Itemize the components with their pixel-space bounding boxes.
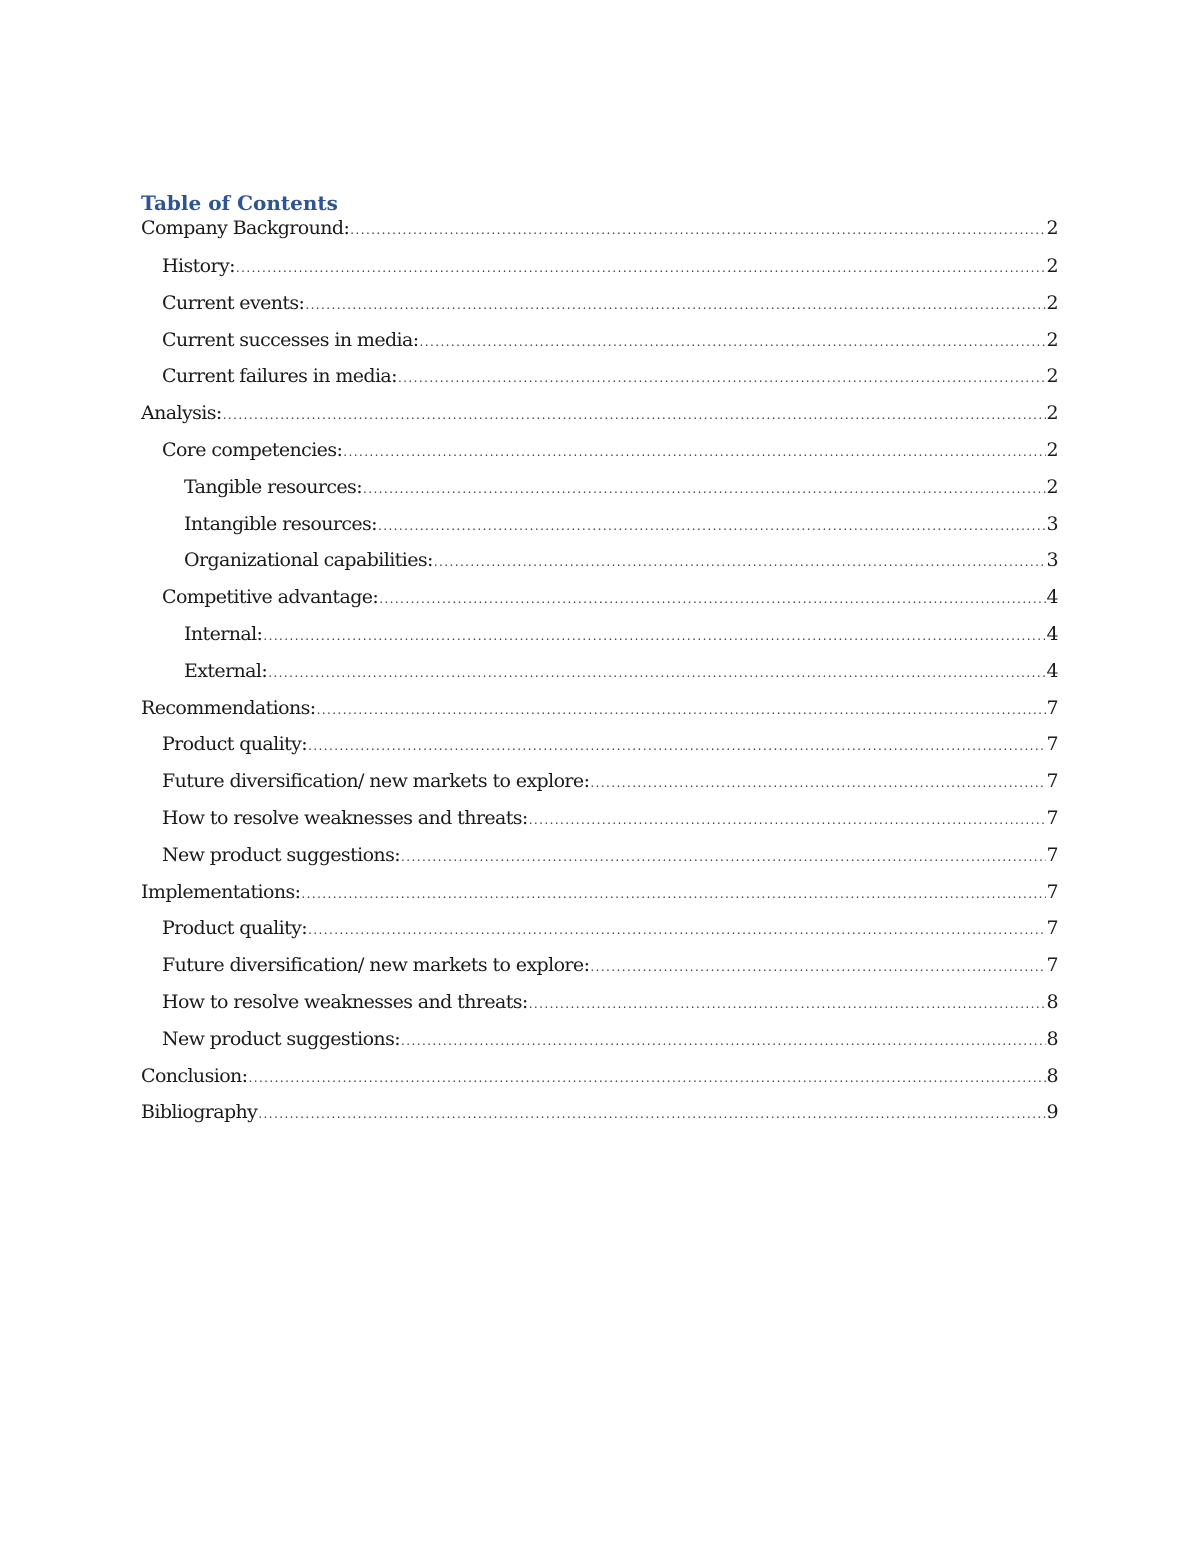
toc-entry-page-number: 4 [1046,622,1058,645]
toc-entry[interactable] [141,837,1058,874]
toc-dot-leader [401,839,1045,876]
toc-entry-page-number: 7 [1046,806,1058,829]
toc-dot-leader [350,219,1045,241]
toc-entry-label: Future diversification/ new markets to explore: [162,770,590,793]
toc-entry-page-number: 7 [1046,954,1058,977]
toc-entry[interactable] [141,726,1058,763]
toc-entry-page-number: 3 [1046,512,1058,535]
toc-entry[interactable] [141,432,1058,469]
toc-entry-label: Product quality: [162,917,308,940]
toc-entry-label: Current events: [162,291,305,314]
toc-entry-label: Competitive advantage: [162,586,379,609]
toc-entry[interactable] [141,506,1058,543]
toc-entry[interactable] [141,285,1058,322]
toc-entry-label: How to resolve weaknesses and threats: [162,990,528,1013]
toc-dot-leader [363,471,1046,508]
toc-entry[interactable] [141,469,1058,506]
toc-entry-page-number: 2 [1046,475,1058,498]
toc-entry-label: Recommendations: [141,696,316,719]
toc-entry[interactable] [141,542,1058,579]
toc-entry-page-number: 4 [1046,586,1058,609]
toc-entry[interactable] [141,358,1058,395]
toc-dot-leader [434,544,1046,581]
toc-entry-page-number: 8 [1046,1027,1058,1050]
toc-dot-leader [590,949,1045,986]
toc-entry-page-number: 7 [1046,770,1058,793]
toc-dot-leader [223,397,1046,434]
toc-entry-label: Future diversification/ new markets to explore: [162,954,590,977]
toc-entry-page-number: 4 [1046,659,1058,682]
toc-entry[interactable] [141,690,1058,727]
toc-entry-page-number: 2 [1046,291,1058,314]
toc-entry-page-number: 2 [1046,255,1058,277]
toc-entry[interactable] [141,1058,1058,1095]
toc-entry-label: Core competencies: [162,438,343,461]
toc-entry-label: Implementations: [141,880,301,903]
toc-entry-page-number: 7 [1046,843,1058,866]
toc-entry-page-number: 2 [1046,217,1058,239]
toc-entry[interactable] [141,322,1058,359]
toc-entry[interactable] [141,763,1058,800]
toc-entry-label: How to resolve weaknesses and threats: [162,806,528,829]
toc-entry-label: History: [162,255,235,277]
toc-entry-list [141,217,1058,1131]
toc-dot-leader [308,728,1045,765]
toc-entry-page-number: 8 [1046,990,1058,1013]
toc-entry-label: Analysis: [141,402,222,425]
toc-entry-label: Intangible resources: [184,512,377,535]
toc-entry-page-number: 8 [1046,1064,1058,1087]
toc-entry[interactable] [141,579,1058,616]
toc-entry-label: Current failures in media: [162,365,397,388]
toc-dot-leader [379,581,1045,618]
toc-entry-page-number: 7 [1046,696,1058,719]
toc-dot-leader [268,655,1045,692]
toc-entry-page-number: 2 [1046,438,1058,461]
toc-dot-leader [317,692,1046,729]
toc-dot-leader [401,1023,1045,1060]
toc-entry[interactable] [141,947,1058,984]
toc-entry[interactable] [141,874,1058,911]
toc-entry[interactable] [141,910,1058,947]
toc-dot-leader [378,508,1046,545]
toc-entry-label: Organizational capabilities: [184,549,433,572]
toc-dot-leader [301,876,1045,913]
toc-entry[interactable] [141,248,1058,285]
toc-dot-leader [258,1096,1045,1133]
toc-entry-label: Bibliography [141,1101,258,1124]
toc-entry[interactable] [141,1094,1058,1131]
toc-entry[interactable] [141,217,1058,248]
toc-dot-leader [263,618,1045,655]
table-of-contents [141,189,1058,1131]
toc-entry-label: External: [184,659,268,682]
toc-title: Table of Contents [141,191,338,215]
toc-entry-label: Internal: [184,622,263,645]
toc-entry[interactable] [141,984,1058,1021]
toc-entry-page-number: 7 [1046,917,1058,940]
toc-entry-label: Product quality: [162,733,308,756]
toc-entry[interactable] [141,1021,1058,1058]
toc-entry-label: Conclusion: [141,1064,248,1087]
toc-dot-leader [305,287,1045,324]
toc-entry[interactable] [141,800,1058,837]
toc-entry-label: New product suggestions: [162,843,401,866]
toc-dot-leader [248,1060,1045,1097]
toc-entry-label: Company Background: [141,217,350,239]
toc-entry[interactable] [141,653,1058,690]
toc-entry-page-number: 7 [1046,880,1058,903]
toc-entry-label: Tangible resources: [184,475,362,498]
toc-dot-leader [529,986,1046,1023]
toc-entry[interactable] [141,395,1058,432]
toc-dot-leader [590,765,1045,802]
toc-entry-page-number: 3 [1046,549,1058,572]
toc-dot-leader [398,360,1046,397]
toc-entry-page-number: 7 [1046,733,1058,756]
toc-entry-page-number: 2 [1046,328,1058,351]
toc-entry-page-number: 2 [1046,402,1058,425]
toc-dot-leader [308,912,1045,949]
toc-dot-leader [343,434,1045,471]
toc-entry-label: Current successes in media: [162,328,419,351]
toc-dot-leader [529,802,1046,839]
toc-entry[interactable] [141,616,1058,653]
toc-dot-leader [236,250,1046,287]
toc-entry-page-number: 2 [1046,365,1058,388]
toc-entry-label: New product suggestions: [162,1027,401,1050]
toc-entry-page-number: 9 [1046,1101,1058,1124]
toc-dot-leader [420,324,1046,361]
